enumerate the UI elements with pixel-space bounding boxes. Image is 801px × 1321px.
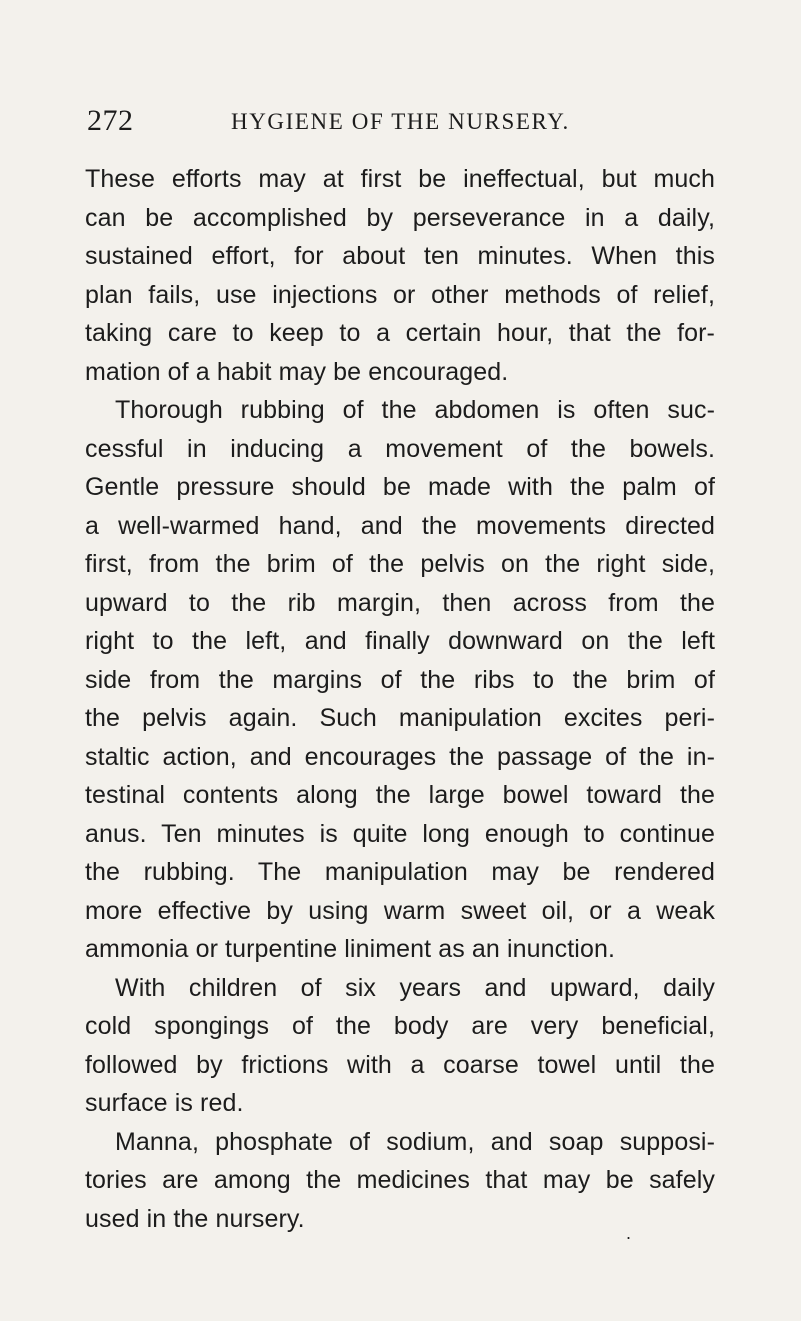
text-line: sustained effort, for about ten minutes. When this <box>85 242 715 270</box>
text-line: Thorough rubbing of the abdomen is often suc- <box>115 396 715 424</box>
text-line: a well-warmed hand, and the movements directed <box>85 511 715 540</box>
text-line: mation of a habit may be encouraged. <box>85 357 509 386</box>
paragraph <box>85 1123 715 1239</box>
text-line: upward to the rib margin, then across from the <box>85 588 715 617</box>
text-line: plan fails, use injections or other methods of relief, <box>85 280 715 309</box>
body-text <box>85 160 715 1238</box>
text-line: can be accomplished by perseverance in a daily, <box>85 203 715 232</box>
paragraph <box>85 391 715 969</box>
text-line: These efforts may at first be ineffectual, but much <box>85 165 715 193</box>
text-line: testinal contents along the large bowel toward the <box>85 781 715 809</box>
paragraph <box>85 160 715 391</box>
paragraph <box>85 969 715 1123</box>
text-line: the rubbing. The manipulation may be rendered <box>85 858 715 886</box>
end-mark: . <box>626 1223 632 1243</box>
text-line: first, from the brim of the pelvis on the right side, <box>85 550 715 578</box>
text-line: Gentle pressure should be made with the palm of <box>85 473 715 501</box>
text-line: followed by frictions with a coarse towel until the <box>85 1050 715 1079</box>
text-line: right to the left, and finally downward on the left <box>85 627 715 655</box>
text-line: surface is red. <box>85 1089 244 1117</box>
text-line: With children of six years and upward, daily <box>115 973 715 1002</box>
text-line: tories are among the medicines that may be safely <box>85 1166 715 1194</box>
text-line: cessful in inducing a movement of the bowels. <box>85 434 715 463</box>
text-line: staltic action, and encourages the passage of the in- <box>85 742 715 771</box>
text-line: cold spongings of the body are very beneficial, <box>85 1012 715 1040</box>
text-line: side from the margins of the ribs to the brim of <box>85 665 715 694</box>
text-line: used in the nursery. <box>85 1204 305 1233</box>
page-number: 272 <box>87 104 134 137</box>
running-head <box>87 104 799 138</box>
text-line: anus. Ten minutes is quite long enough to continue <box>85 819 715 848</box>
text-line: Manna, phosphate of sodium, and soap supposi- <box>115 1127 715 1156</box>
text-line: more effective by using warm sweet oil, or a weak <box>85 896 715 925</box>
text-line: taking care to keep to a certain hour, that the for- <box>85 319 715 347</box>
running-head-title: HYGIENE OF THE NURSERY. <box>231 109 570 134</box>
text-line: ammonia or turpentine liniment as an inunction. <box>85 935 615 963</box>
text-line: the pelvis again. Such manipulation excites peri- <box>85 704 715 732</box>
